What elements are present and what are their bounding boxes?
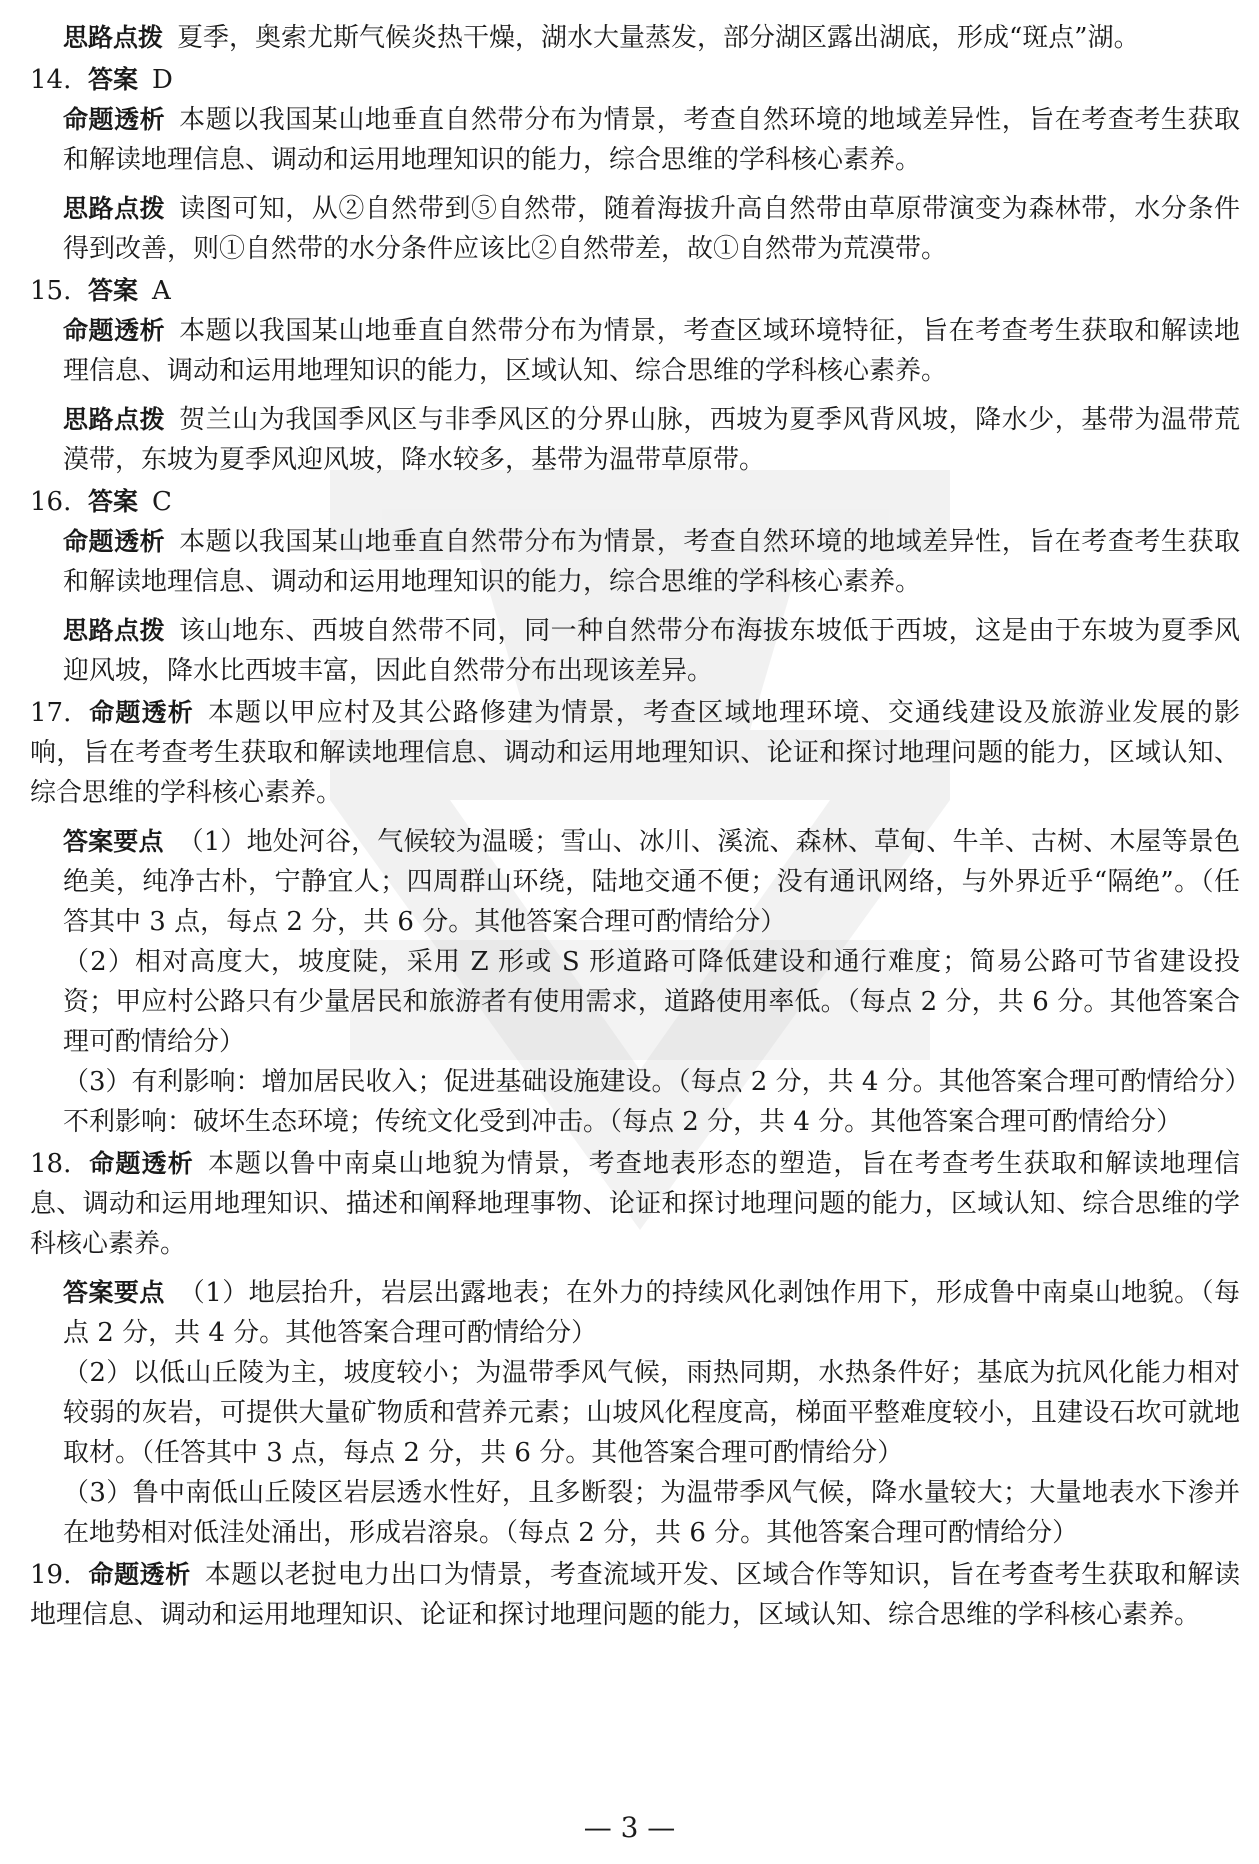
q18-point-3: （3）鲁中南低山丘陵区岩层透水性好，且多断裂；为温带季风气候，降水量较大；大量地表水下渗并在地势相对低洼处涌出，形成岩溶泉。（每点 2 分，共 6 分。其他答案合理可酌情给分） xyxy=(63,1478,1240,1548)
q17-key-points-4 xyxy=(30,1102,1240,1142)
q14-analysis-text: 本题以我国某山地垂直自然带分布为情景，考查自然环境的地域差异性，旨在考查考生获取和解读地理信息、调动和运用地理知识的能力，综合思维的学科核心素养。 xyxy=(63,105,1240,175)
q18-key-points-1 xyxy=(30,1273,1240,1353)
q17-key-points-1 xyxy=(30,822,1240,942)
analysis-label: 命题透析 xyxy=(63,316,166,345)
q17-point-4: 不利影响：破坏生态环境；传统文化受到冲击。（每点 2 分，共 4 分。其他答案合理可酌情给分） xyxy=(63,1107,1183,1137)
q17-key-points-2 xyxy=(30,942,1240,1062)
q15-analysis xyxy=(30,311,1240,391)
hint-label: 思路点拨 xyxy=(63,616,166,645)
q18-analysis xyxy=(30,1144,1240,1264)
question-number: 17. xyxy=(30,698,72,728)
question-number: 19. xyxy=(30,1560,72,1590)
q17-analysis xyxy=(30,693,1240,813)
answer-label: 答案 xyxy=(88,487,139,516)
q15-hint-text: 贺兰山为我国季风区与非季风区的分界山脉，西坡为夏季风背风坡，降水少，基带为温带荒漠带，东坡为夏季风迎风坡，降水较多，基带为温带草原带。 xyxy=(63,405,1240,475)
key-points-label: 答案要点 xyxy=(63,827,164,856)
q18-key-points-2 xyxy=(30,1353,1240,1473)
q19-analysis-text: 本题以老挝电力出口为情景，考查流域开发、区域合作等知识，旨在考查考生获取和解读地理信息、调动和运用地理知识、论证和探讨地理问题的能力，区域认知、综合思维的学科核心素养。 xyxy=(30,1560,1240,1630)
q14-hint xyxy=(30,189,1240,269)
q14-hint-text: 读图可知，从②自然带到⑤自然带，随着海拔升高自然带由草原带演变为森林带，水分条件得到改善，则①自然带的水分条件应该比②自然带差，故①自然带为荒漠带。 xyxy=(63,194,1240,264)
q14-answer-value: D xyxy=(152,65,173,95)
q17-key-points-3 xyxy=(30,1062,1251,1102)
hint-label: 思路点拨 xyxy=(63,405,166,434)
page-number: — 3 — xyxy=(583,1811,676,1844)
q13-hint-text: 夏季，奥索尤斯气候炎热干燥，湖水大量蒸发，部分湖区露出湖底，形成“斑点”湖。 xyxy=(177,23,1140,53)
q16-hint xyxy=(30,611,1240,691)
q13-hint xyxy=(30,18,1240,58)
q17-point-3: （3）有利影响：增加居民收入；促进基础设施建设。（每点 2 分，共 4 分。其他答案合理可酌情给分） xyxy=(63,1067,1251,1097)
q19-analysis xyxy=(30,1555,1240,1635)
q17-point-1: （1）地处河谷，气候较为温暖；雪山、冰川、溪流、森林、草甸、牛羊、古树、木屋等景色绝美，纯净古朴，宁静宜人；四周群山环绕，陆地交通不便；没有通讯网络，与外界近乎“隔绝”。（任答其中 3 点，每点 2 分，共 6 分。其他答案合理可酌情给分） xyxy=(63,827,1240,937)
answer-content xyxy=(30,18,1251,1635)
analysis-label: 命题透析 xyxy=(88,1149,194,1178)
q16-hint-text: 该山地东、西坡自然带不同，同一种自然带分布海拔东坡低于西坡，这是由于东坡为夏季风迎风坡，降水比西坡丰富，因此自然带分布出现该差异。 xyxy=(63,616,1240,686)
analysis-label: 命题透析 xyxy=(63,527,166,556)
q15-answer-value: A xyxy=(152,276,171,306)
analysis-label: 命题透析 xyxy=(88,698,194,727)
q18-key-points-3 xyxy=(30,1473,1240,1553)
q14-answer xyxy=(30,60,1240,100)
hint-label: 思路点拨 xyxy=(63,194,166,223)
q16-answer xyxy=(30,482,1240,522)
q15-analysis-text: 本题以我国某山地垂直自然带分布为情景，考查区域环境特征，旨在考查考生获取和解读地理信息、调动和运用地理知识的能力，区域认知、综合思维的学科核心素养。 xyxy=(63,316,1240,386)
answer-label: 答案 xyxy=(88,276,139,305)
q14-analysis xyxy=(30,100,1240,180)
q16-answer-value: C xyxy=(152,487,172,517)
q17-analysis-text: 本题以甲应村及其公路修建为情景，考查区域地理环境、交通线建设及旅游业发展的影响，旨在考查考生获取和解读地理信息、调动和运用地理知识、论证和探讨地理问题的能力，区域认知、综合思维的学科核心素养。 xyxy=(30,698,1240,808)
analysis-label: 命题透析 xyxy=(88,1560,191,1589)
question-number: 16. xyxy=(30,487,72,517)
question-number: 15. xyxy=(30,276,72,306)
answer-label: 答案 xyxy=(88,65,139,94)
q15-hint xyxy=(30,400,1240,480)
q17-point-2: （2）相对高度大，坡度陡，采用 Z 形或 S 形道路可降低建设和通行难度；简易公路可节省建设投资；甲应村公路只有少量居民和旅游者有使用需求，道路使用率低。（每点 2 分，共 6 分。其他答案合理可酌情给分） xyxy=(63,947,1240,1057)
q18-point-2: （2）以低山丘陵为主，坡度较小；为温带季风气候，雨热同期，水热条件好；基底为抗风化能力相对较弱的灰岩，可提供大量矿物质和营养元素；山坡风化程度高，梯面平整难度较小，且建设石坎可就地取材。（任答其中 3 点，每点 2 分，共 6 分。其他答案合理可酌情给分） xyxy=(63,1358,1240,1468)
q18-analysis-text: 本题以鲁中南桌山地貌为情景，考查地表形态的塑造，旨在考查考生获取和解读地理信息、调动和运用地理知识、描述和阐释地理事物、论证和探讨地理问题的能力，区域认知、综合思维的学科核心素养。 xyxy=(30,1149,1240,1259)
hint-label: 思路点拨 xyxy=(63,23,164,52)
question-number: 14. xyxy=(30,65,72,95)
q16-analysis-text: 本题以我国某山地垂直自然带分布为情景，考查自然环境的地域差异性，旨在考查考生获取和解读地理信息、调动和运用地理知识的能力，综合思维的学科核心素养。 xyxy=(63,527,1240,597)
q16-analysis xyxy=(30,522,1240,602)
q15-answer xyxy=(30,271,1240,311)
question-number: 18. xyxy=(30,1149,72,1179)
key-points-label: 答案要点 xyxy=(63,1278,165,1307)
q18-point-1: （1）地层抬升，岩层出露地表；在外力的持续风化剥蚀作用下，形成鲁中南桌山地貌。（每点 2 分，共 4 分。其他答案合理可酌情给分） xyxy=(63,1278,1240,1348)
analysis-label: 命题透析 xyxy=(63,105,166,134)
